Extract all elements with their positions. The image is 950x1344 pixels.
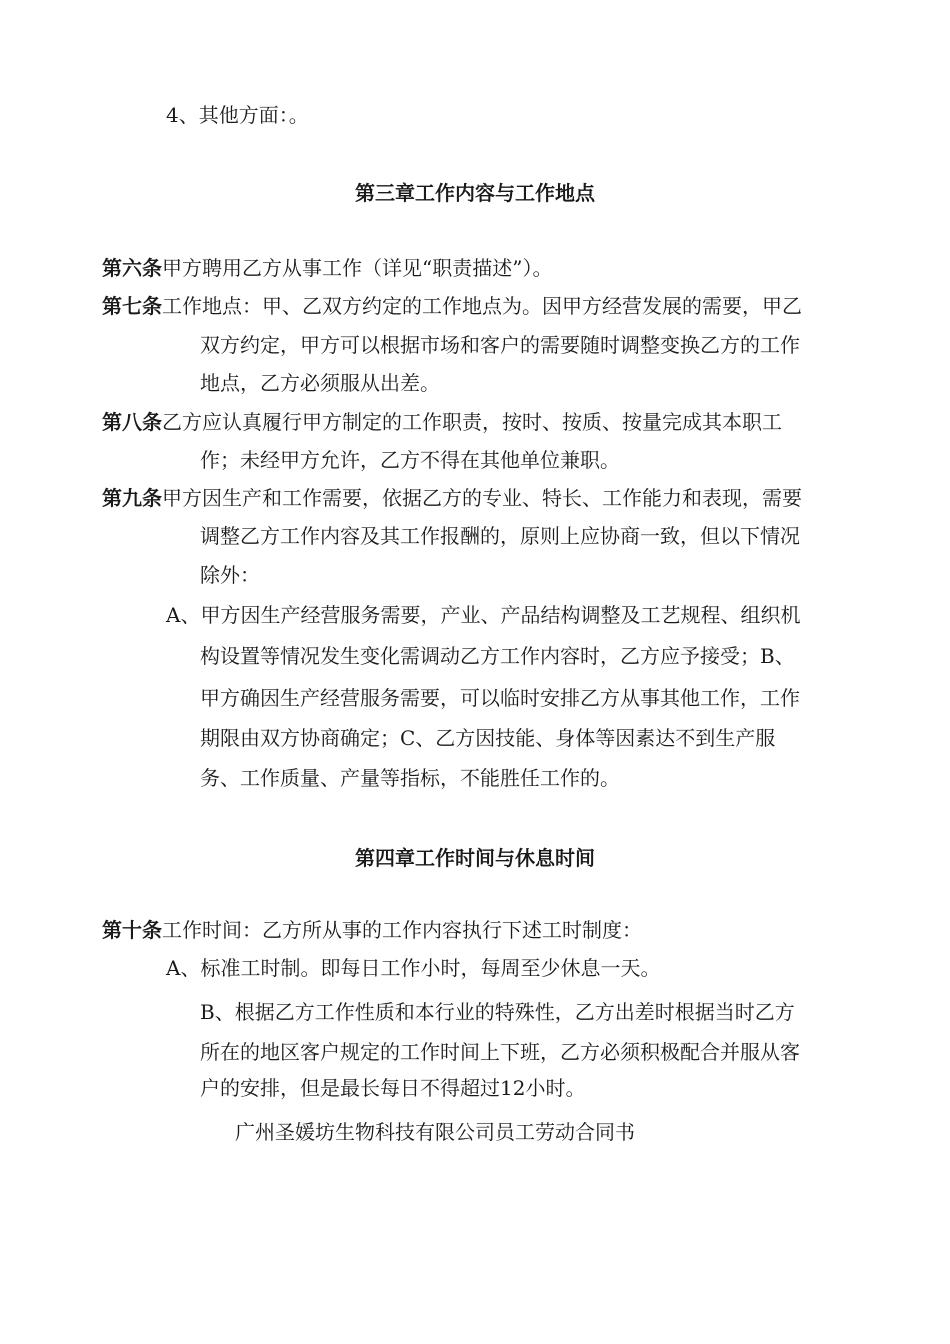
article-9-sub-line-2: 构设置等情况发生变化需调动乙方工作内容时，乙方应予接受；B、 (200, 644, 795, 668)
chapter-3-title: 第三章工作内容与工作地点 (355, 181, 595, 205)
article-10-item-b-line-2: 所在的地区客户规定的工作时间上下班，乙方必须积极配合并服从客 (200, 1040, 800, 1064)
article-10 (102, 918, 642, 942)
article-8-line-1: 乙方应认真履行甲方制定的工作职责，按时、按质、按量完成其本职工 (162, 410, 782, 434)
article-9-sub-line-3: 甲方确因生产经营服务需要，可以临时安排乙方从事其他工作，工作 (200, 686, 800, 710)
item-4-other: 4、其他方面：。 (166, 103, 309, 127)
article-10-label: 第十条 (102, 918, 162, 942)
article-9-label: 第九条 (102, 486, 162, 510)
article-9-line-2: 调整乙方工作内容及其工作报酬的，原则上应协商一致，但以下情况 (200, 524, 800, 548)
article-10-item-a: A、标准工时制。即每日工作小时，每周至少休息一天。 (166, 956, 661, 980)
article-8 (102, 410, 782, 434)
article-10-line-1: 工作时间：乙方所从事的工作内容执行下述工时制度： (162, 918, 642, 942)
article-6-line-1: 甲方聘用乙方从事工作（详见“职责描述”）。 (162, 256, 553, 280)
article-9-sub-line-5: 务、工作质量、产量等指标，不能胜任工作的。 (200, 766, 620, 790)
article-10-item-b-line-3: 户的安排，但是最长每日不得超过12小时。 (200, 1076, 586, 1100)
chapter-4-title: 第四章工作时间与休息时间 (355, 846, 595, 870)
article-7 (102, 294, 802, 318)
article-7-label: 第七条 (102, 294, 162, 318)
article-8-line-2: 作；未经甲方允许，乙方不得在其他单位兼职。 (200, 448, 620, 472)
article-7-line-3: 地点，乙方必须服从出差。 (200, 371, 440, 395)
article-7-line-1: 工作地点：甲、乙双方约定的工作地点为。因甲方经营发展的需要，甲乙 (162, 294, 802, 318)
article-6-label: 第六条 (102, 256, 162, 280)
footer-company-contract: 广州圣媛坊生物科技有限公司员工劳动合同书 (235, 1120, 635, 1144)
article-8-label: 第八条 (102, 410, 162, 434)
article-6 (102, 256, 552, 280)
article-7-line-2: 双方约定，甲方可以根据市场和客户的需要随时调整变换乙方的工作 (200, 333, 800, 357)
article-9-line-3: 除外： (200, 563, 260, 587)
article-10-item-b-line-1: B、根据乙方工作性质和本行业的特殊性，乙方出差时根据当时乙方 (200, 1000, 795, 1024)
article-9-sub-line-1: A、甲方因生产经营服务需要，产业、产品结构调整及工艺规程、组织机 (166, 603, 801, 627)
article-9 (102, 486, 802, 510)
article-9-sub-line-4: 期限由双方协商确定；C、乙方因技能、身体等因素达不到生产服 (200, 726, 776, 750)
article-9-line-1: 甲方因生产和工作需要，依据乙方的专业、特长、工作能力和表现，需要 (162, 486, 802, 510)
